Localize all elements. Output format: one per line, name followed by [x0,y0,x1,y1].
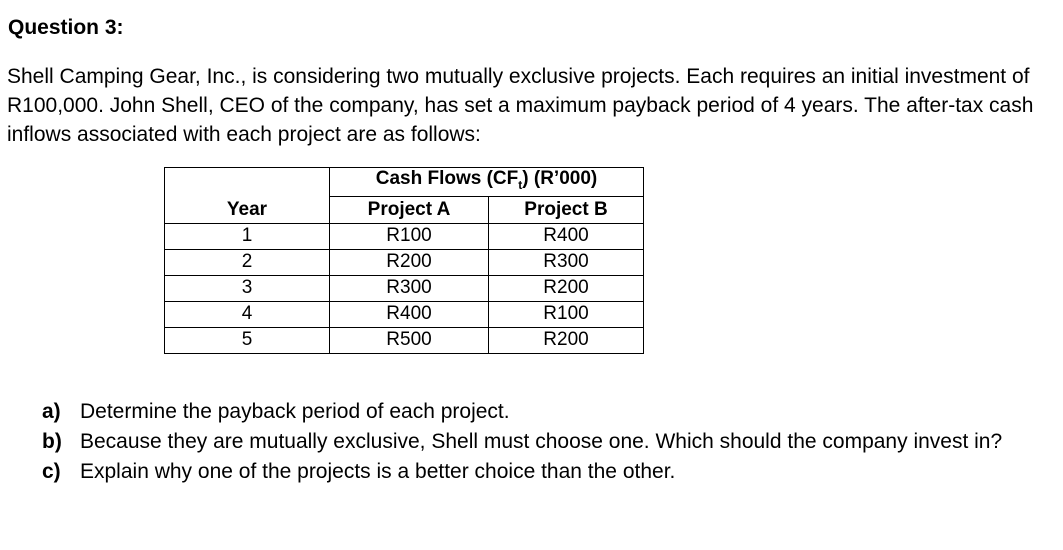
cell-project-a: R300 [330,275,489,301]
cell-project-a: R500 [330,327,489,353]
table-body [165,223,644,353]
question-item-text: Determine the payback period of each project. [80,400,510,423]
cell-project-b: R200 [489,275,644,301]
cash-flow-table [164,167,644,354]
question-item [42,427,1042,457]
table-row [165,327,644,353]
cell-project-b: R100 [489,301,644,327]
table-header-empty [165,168,330,197]
question-heading: Question 3: [8,16,124,39]
cell-year: 5 [165,327,330,353]
cell-project-a: R200 [330,249,489,275]
group-header-sub: t [518,177,523,192]
question-item [42,457,1042,487]
group-header-prefix: Cash Flows (CF [375,168,519,189]
cell-project-b: R300 [489,249,644,275]
table-group-header [330,168,644,197]
question-list [42,397,1042,487]
cell-project-a: R400 [330,301,489,327]
cell-project-b: R400 [489,223,644,249]
table-row [165,223,644,249]
column-header-project-b: Project B [489,196,644,223]
cell-year: 1 [165,223,330,249]
question-item-label: b) [42,430,62,453]
question-item [42,397,1042,427]
question-paragraph: Shell Camping Gear, Inc., is considering two mutually exclusive projects. Each requires an initial investment of R100,000. John Shell, CEO of the company, has set a maximum payback period of 4 years. The after-tax cash inflows associated with each project are as follows: [7,65,1034,146]
cell-project-a: R100 [330,223,489,249]
group-header-suffix: ) (R’000) [522,168,598,189]
question-item-text: Explain why one of the projects is a better choice than the other. [80,460,676,483]
question-item-label: c) [42,460,61,483]
column-header-project-a: Project A [330,196,489,223]
cell-project-b: R200 [489,327,644,353]
table-row [165,301,644,327]
question-item-label: a) [42,400,61,423]
question-item-text: Because they are mutually exclusive, Shell must choose one. Which should the company invest in? [80,430,1003,453]
cell-year: 2 [165,249,330,275]
column-header-year: Year [165,196,330,223]
cell-year: 3 [165,275,330,301]
table-row [165,275,644,301]
table-row [165,249,644,275]
cell-year: 4 [165,301,330,327]
